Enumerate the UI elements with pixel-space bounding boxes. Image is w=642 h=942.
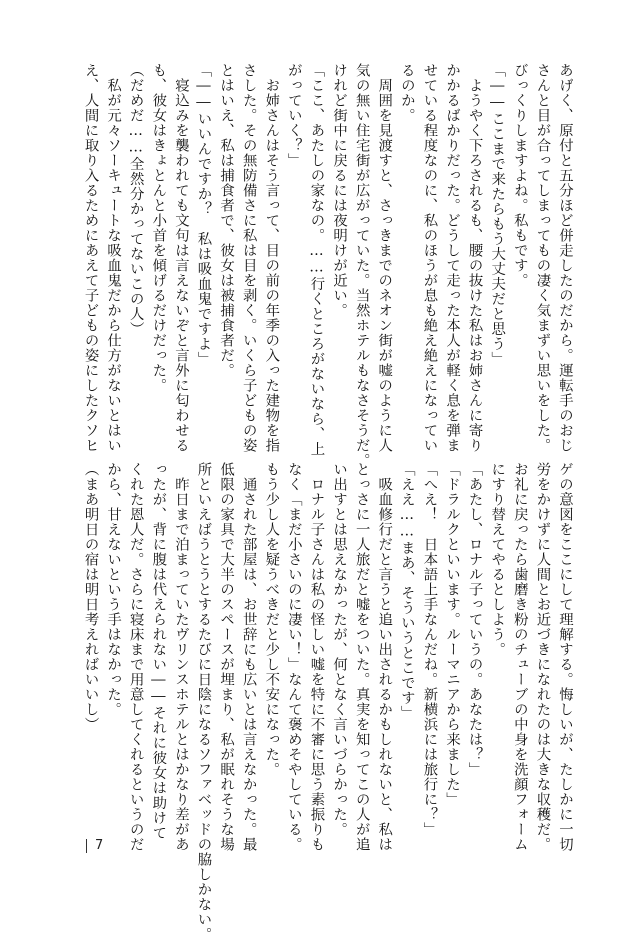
text-line: 吸血修行だと言うと追い出されるかもしれないと、私は bbox=[376, 462, 393, 852]
text-line: とはいえ、私は捕食者で、彼女は被捕食者だ。 bbox=[218, 63, 235, 378]
text-line: とっさに一人旅だと嘘をついた。真実を知ってこの人が追 bbox=[353, 462, 370, 852]
upper-text-block bbox=[82, 63, 576, 468]
folio-rule bbox=[86, 839, 87, 853]
text-line: ロナル子さんは私の怪しい嘘を特に不審に思う素振りも bbox=[308, 462, 325, 852]
text-line: 「ええ……まあ、そういうとこです」 bbox=[398, 462, 415, 721]
text-line: びっくりしますよね。私もです。 bbox=[511, 63, 528, 288]
text-line: も、彼女はきょとんと小首を傾げるだけだった。 bbox=[150, 63, 167, 393]
text-line: 「ドラルクといいます。ルーマニアから来ました」 bbox=[444, 462, 461, 807]
text-line: もう少し人を疑うべきだと少し不安になった。 bbox=[263, 462, 280, 777]
text-line: ゲの意図をここにして理解する。悔しいが、たしかに一切 bbox=[557, 462, 573, 852]
text-line: 「あたし、ロナル子っていうの。あなたは？」 bbox=[466, 462, 483, 777]
text-line: 私が元々ソーキュートな吸血鬼だから仕方がないとはい bbox=[105, 63, 122, 453]
text-line: けれど街中に戻るには夜明けが近い。 bbox=[331, 63, 348, 318]
text-line: ったが、背に腹は代えられない――それに彼女は助けて bbox=[150, 462, 167, 841]
text-line: （だめだ……全然分かってないこの人） bbox=[127, 63, 144, 337]
text-line: くれた恩人だ。さらに寝床まで用意してくれるというのだ bbox=[127, 462, 144, 852]
text-line: （まあ明日の宿は明日考えればいいし） bbox=[82, 462, 99, 732]
text-line: ようやく下ろされるも、腰の抜けた私はお姉さんに寄り bbox=[466, 63, 483, 453]
text-line: なく「まだ小さいのに凄い！」なんて褒めそやしている。 bbox=[285, 462, 302, 852]
text-line: 「――いいんですか？ 私は吸血鬼ですよ」 bbox=[195, 63, 212, 367]
text-line: かかるばかりだった。どうして走った本人が軽く息を弾ま bbox=[444, 63, 461, 453]
text-line: さんと目が合ってしまってもの凄く気まずい思いをした。 bbox=[534, 63, 551, 453]
text-line: 労をかけずに人間とお近づきになれたのは大きな収穫だ。 bbox=[534, 462, 551, 852]
text-line: さした。その無防備さに私は目を剥く。いくら子どもの姿 bbox=[240, 63, 257, 453]
text-line: にすり替えてやるとしよう。 bbox=[489, 462, 506, 657]
lower-text-block bbox=[82, 462, 576, 942]
text-line: 「ここ、あたしの家なの。……行くところがないなら、上 bbox=[308, 63, 325, 457]
text-line: るのか。 bbox=[398, 63, 415, 123]
page-number: 7 bbox=[95, 838, 104, 853]
text-line: お礼に戻ったら歯磨き粉のチューブの中身を洗顔フォーム bbox=[511, 462, 528, 852]
text-line: え、人間に取り入るためにあえて子どもの姿にしたクソヒ bbox=[82, 63, 99, 453]
text-line: 寝込みを襲われても文句は言えないぞと言外に匂わせる bbox=[172, 63, 189, 453]
page-folio bbox=[86, 838, 103, 853]
text-line: お姉さんはそう言って、目の前の年季の入った建物を指 bbox=[263, 63, 280, 453]
text-line: 所といえばうとうとするたびに日陰になるソファベッドの脇しかない。 bbox=[195, 462, 212, 942]
text-line: 低限の家具で大半のスペースが埋まり、私が眠れそうな場 bbox=[218, 462, 235, 852]
text-line: から、甘えないという手はなかった。 bbox=[105, 462, 122, 717]
text-line: 通された部屋は、お世辞にも広いとは言えなかった。最 bbox=[240, 462, 257, 852]
text-line: 昨日まで泊まっていたヴリンスホテルとはかなり差があ bbox=[172, 462, 189, 852]
text-line: 「へえ！ 日本語上手なんだね。新横浜には旅行に？」 bbox=[421, 462, 438, 837]
text-line: がっていく？」 bbox=[285, 63, 302, 168]
text-line: 「――ここまで来たらもう大丈夫だと思う」 bbox=[489, 63, 506, 367]
text-line: 周囲を見渡すと、さっきまでのネオン街が嘘のように人 bbox=[376, 63, 393, 453]
text-line: 気の無い住宅街が広がっていた。当然ホテルもなさそうだ。 bbox=[353, 63, 370, 468]
text-line: せている程度なのに、私のほうが息も絶え絶えになってい bbox=[421, 63, 438, 453]
text-line: あげく、原付と五分ほど併走したのだから。運転手のおじ bbox=[557, 63, 573, 453]
text-line: い出すとは思えなかったが、何となく言いづらかった。 bbox=[331, 462, 348, 837]
